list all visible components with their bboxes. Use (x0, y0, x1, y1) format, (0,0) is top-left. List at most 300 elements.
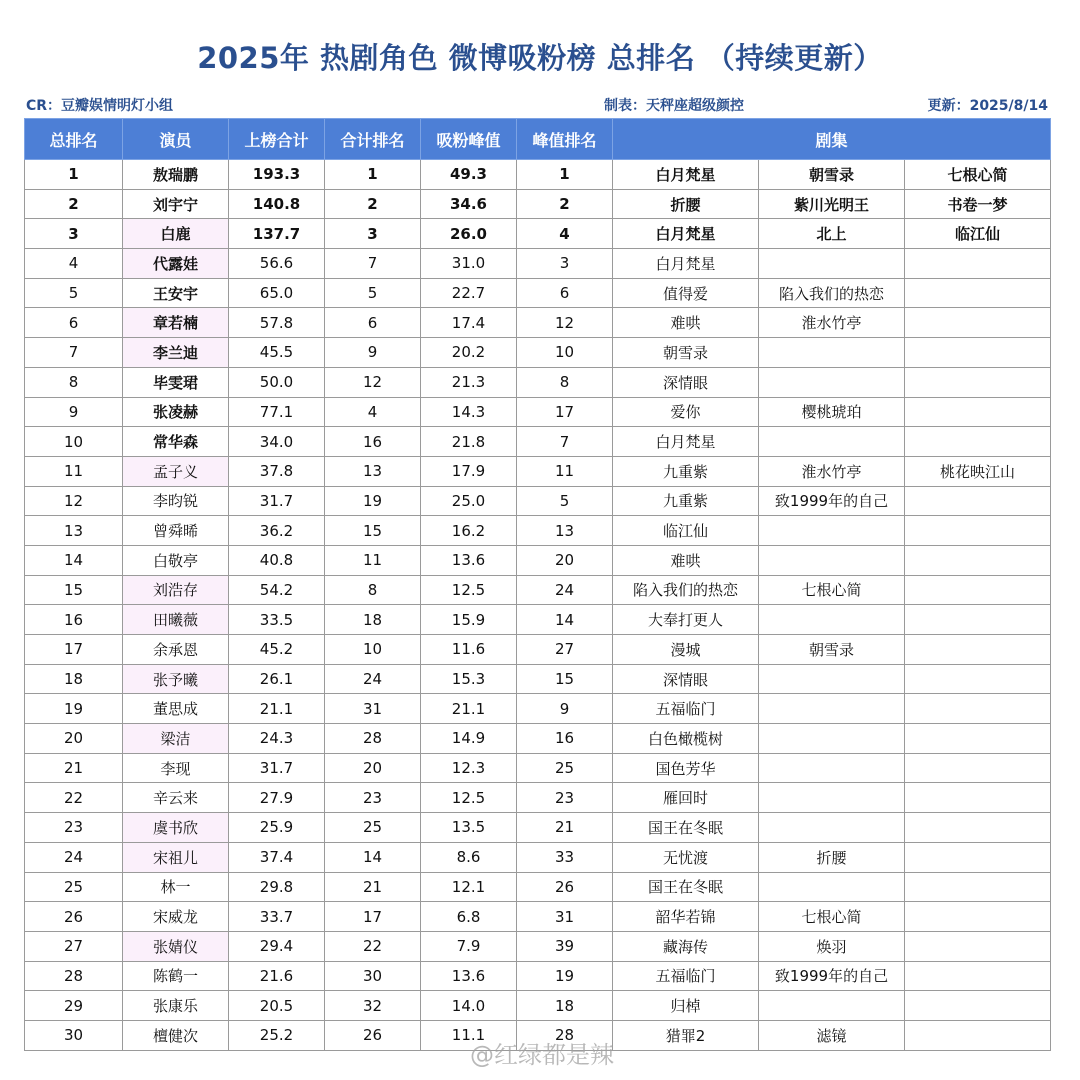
cell-peak: 17.9 (421, 456, 517, 486)
table-row (25, 486, 1051, 516)
cell-drama-3 (905, 753, 1051, 783)
cell-drama-1: 难哄 (613, 308, 759, 338)
cell-peak: 14.9 (421, 724, 517, 754)
cell-total: 45.5 (229, 338, 325, 368)
table-row (25, 338, 1051, 368)
cell-actor: 张康乐 (123, 991, 229, 1021)
table-row (25, 189, 1051, 219)
watermark: @红绿都是辣 (470, 1041, 614, 1069)
cell-total-rank: 13 (325, 456, 421, 486)
cell-peak: 8.6 (421, 842, 517, 872)
cell-actor: 王安宇 (123, 278, 229, 308)
cell-total-rank: 9 (325, 338, 421, 368)
cell-drama-2: 七根心简 (759, 902, 905, 932)
cell-total-rank: 7 (325, 249, 421, 279)
cell-actor: 李现 (123, 753, 229, 783)
cell-rank: 2 (25, 189, 123, 219)
cell-drama-1: 折腰 (613, 189, 759, 219)
cell-actor: 敖瑞鹏 (123, 160, 229, 190)
cell-total: 36.2 (229, 516, 325, 546)
cell-total-rank: 30 (325, 961, 421, 991)
table-row (25, 278, 1051, 308)
cell-peak-rank: 16 (517, 724, 613, 754)
cell-peak: 12.5 (421, 783, 517, 813)
cell-total: 77.1 (229, 397, 325, 427)
cell-drama-3 (905, 278, 1051, 308)
cell-peak: 11.6 (421, 635, 517, 665)
cell-peak: 13.6 (421, 545, 517, 575)
cell-peak-rank: 24 (517, 575, 613, 605)
cell-peak-rank: 27 (517, 635, 613, 665)
cell-peak-rank: 5 (517, 486, 613, 516)
table-row (25, 456, 1051, 486)
table-row (25, 842, 1051, 872)
cell-drama-1: 归棹 (613, 991, 759, 1021)
cell-drama-2 (759, 516, 905, 546)
cell-actor: 代露娃 (123, 249, 229, 279)
cell-peak-rank: 3 (517, 249, 613, 279)
cell-rank: 27 (25, 931, 123, 961)
cell-rank: 20 (25, 724, 123, 754)
cell-drama-3 (905, 724, 1051, 754)
cell-drama-1: 漫城 (613, 635, 759, 665)
cell-total: 21.6 (229, 961, 325, 991)
table-row (25, 813, 1051, 843)
cell-total-rank: 8 (325, 575, 421, 605)
cell-drama-1: 白月梵星 (613, 160, 759, 190)
cell-total: 40.8 (229, 545, 325, 575)
cell-total: 24.3 (229, 724, 325, 754)
cell-rank: 5 (25, 278, 123, 308)
cell-drama-2: 滤镜 (759, 1020, 905, 1050)
cell-peak: 26.0 (421, 219, 517, 249)
cell-total-rank: 11 (325, 545, 421, 575)
cell-total-rank: 31 (325, 694, 421, 724)
table-row (25, 724, 1051, 754)
cell-peak: 6.8 (421, 902, 517, 932)
cell-drama-3: 七根心简 (905, 160, 1051, 190)
cell-peak: 13.5 (421, 813, 517, 843)
cell-actor: 林一 (123, 872, 229, 902)
cell-peak: 7.9 (421, 931, 517, 961)
cell-drama-1: 大奉打更人 (613, 605, 759, 635)
cell-total: 27.9 (229, 783, 325, 813)
cell-drama-3: 临江仙 (905, 219, 1051, 249)
cell-drama-3 (905, 397, 1051, 427)
page-title: 2025年 热剧角色 微博吸粉榜 总排名 （持续更新） (197, 41, 883, 75)
cell-total-rank: 22 (325, 931, 421, 961)
cell-drama-2: 焕羽 (759, 931, 905, 961)
cell-actor: 白敬亭 (123, 545, 229, 575)
cell-peak-rank: 17 (517, 397, 613, 427)
cell-peak-rank: 18 (517, 991, 613, 1021)
header-total: 上榜合计 (229, 119, 325, 160)
cell-actor: 章若楠 (123, 308, 229, 338)
cell-peak-rank: 4 (517, 219, 613, 249)
cell-drama-1: 白月梵星 (613, 219, 759, 249)
cell-total-rank: 32 (325, 991, 421, 1021)
cell-rank: 8 (25, 367, 123, 397)
cell-rank: 11 (25, 456, 123, 486)
cell-peak: 11.1 (421, 1020, 517, 1050)
cell-total-rank: 23 (325, 783, 421, 813)
cell-drama-1: 深情眼 (613, 367, 759, 397)
cell-total-rank: 16 (325, 427, 421, 457)
cell-drama-2 (759, 367, 905, 397)
cell-total-rank: 6 (325, 308, 421, 338)
header-actor: 演员 (123, 119, 229, 160)
table-row (25, 1020, 1051, 1050)
cell-total-rank: 21 (325, 872, 421, 902)
cell-total: 31.7 (229, 753, 325, 783)
cell-peak: 15.3 (421, 664, 517, 694)
cell-drama-3 (905, 427, 1051, 457)
cell-rank: 1 (25, 160, 123, 190)
table-row (25, 753, 1051, 783)
cell-drama-3 (905, 991, 1051, 1021)
cell-total: 57.8 (229, 308, 325, 338)
cell-peak-rank: 19 (517, 961, 613, 991)
cell-actor: 李兰迪 (123, 338, 229, 368)
cell-drama-1: 韶华若锦 (613, 902, 759, 932)
cell-drama-2 (759, 249, 905, 279)
cell-peak: 14.0 (421, 991, 517, 1021)
cell-peak: 13.6 (421, 961, 517, 991)
cell-rank: 15 (25, 575, 123, 605)
cell-peak-rank: 14 (517, 605, 613, 635)
cell-rank: 12 (25, 486, 123, 516)
table-row (25, 783, 1051, 813)
cell-drama-1: 五福临门 (613, 694, 759, 724)
cell-actor: 刘浩存 (123, 575, 229, 605)
cell-total-rank: 18 (325, 605, 421, 635)
cell-drama-1: 白色橄榄树 (613, 724, 759, 754)
cell-drama-3 (905, 338, 1051, 368)
cell-rank: 24 (25, 842, 123, 872)
header-dramas: 剧集 (613, 119, 1051, 160)
cell-rank: 25 (25, 872, 123, 902)
cell-total-rank: 5 (325, 278, 421, 308)
cell-total: 193.3 (229, 160, 325, 190)
cell-actor: 陈鹤一 (123, 961, 229, 991)
cell-drama-2 (759, 813, 905, 843)
cell-drama-2: 朝雪录 (759, 635, 905, 665)
cell-peak-rank: 11 (517, 456, 613, 486)
cell-peak: 25.0 (421, 486, 517, 516)
cell-peak-rank: 9 (517, 694, 613, 724)
table-row (25, 635, 1051, 665)
table-row (25, 605, 1051, 635)
cell-drama-1: 深情眼 (613, 664, 759, 694)
cell-drama-3 (905, 961, 1051, 991)
cell-peak: 21.8 (421, 427, 517, 457)
cell-total: 33.7 (229, 902, 325, 932)
cell-total-rank: 26 (325, 1020, 421, 1050)
cell-peak: 31.0 (421, 249, 517, 279)
cell-rank: 23 (25, 813, 123, 843)
cell-rank: 4 (25, 249, 123, 279)
cell-actor: 张凌赫 (123, 397, 229, 427)
cell-peak-rank: 23 (517, 783, 613, 813)
cell-total: 65.0 (229, 278, 325, 308)
cell-peak: 17.4 (421, 308, 517, 338)
cell-drama-1: 朝雪录 (613, 338, 759, 368)
cell-rank: 10 (25, 427, 123, 457)
cell-rank: 28 (25, 961, 123, 991)
cell-drama-3: 书卷一梦 (905, 189, 1051, 219)
cell-peak-rank: 13 (517, 516, 613, 546)
cell-rank: 6 (25, 308, 123, 338)
cell-actor: 毕雯珺 (123, 367, 229, 397)
cell-actor: 孟子义 (123, 456, 229, 486)
cell-total-rank: 15 (325, 516, 421, 546)
table-row (25, 367, 1051, 397)
cell-peak-rank: 21 (517, 813, 613, 843)
cell-drama-2 (759, 991, 905, 1021)
table-row (25, 664, 1051, 694)
cell-rank: 7 (25, 338, 123, 368)
header-peak-rank: 峰值排名 (517, 119, 613, 160)
table-row (25, 931, 1051, 961)
cell-peak: 49.3 (421, 160, 517, 190)
cell-total: 26.1 (229, 664, 325, 694)
cell-rank: 9 (25, 397, 123, 427)
table-row (25, 575, 1051, 605)
cell-drama-1: 白月梵星 (613, 249, 759, 279)
cell-total-rank: 2 (325, 189, 421, 219)
credit-label: CR：豆瓣娱情明灯小组 (26, 98, 174, 114)
cell-drama-3 (905, 813, 1051, 843)
cell-actor: 李昀锐 (123, 486, 229, 516)
cell-total-rank: 3 (325, 219, 421, 249)
cell-drama-3 (905, 694, 1051, 724)
cell-actor: 张婧仪 (123, 931, 229, 961)
cell-peak: 12.1 (421, 872, 517, 902)
cell-drama-3 (905, 872, 1051, 902)
cell-drama-2 (759, 545, 905, 575)
cell-drama-2 (759, 783, 905, 813)
cell-total: 140.8 (229, 189, 325, 219)
cell-total: 20.5 (229, 991, 325, 1021)
cell-total-rank: 12 (325, 367, 421, 397)
cell-drama-2: 折腰 (759, 842, 905, 872)
cell-peak-rank: 8 (517, 367, 613, 397)
cell-drama-1: 五福临门 (613, 961, 759, 991)
cell-drama-2: 致1999年的自己 (759, 486, 905, 516)
cell-total-rank: 19 (325, 486, 421, 516)
cell-peak: 16.2 (421, 516, 517, 546)
cell-peak: 34.6 (421, 189, 517, 219)
header-peak: 吸粉峰值 (421, 119, 517, 160)
cell-total: 37.4 (229, 842, 325, 872)
cell-total-rank: 20 (325, 753, 421, 783)
cell-drama-2: 樱桃琥珀 (759, 397, 905, 427)
cell-drama-3 (905, 367, 1051, 397)
cell-peak: 21.3 (421, 367, 517, 397)
cell-drama-3 (905, 486, 1051, 516)
cell-actor: 虞书欣 (123, 813, 229, 843)
cell-drama-2 (759, 724, 905, 754)
header-rank: 总排名 (25, 119, 123, 160)
cell-peak-rank: 31 (517, 902, 613, 932)
cell-drama-3 (905, 931, 1051, 961)
cell-total-rank: 25 (325, 813, 421, 843)
cell-total: 25.9 (229, 813, 325, 843)
cell-drama-1: 藏海传 (613, 931, 759, 961)
table-row (25, 694, 1051, 724)
cell-actor: 白鹿 (123, 219, 229, 249)
table-row (25, 308, 1051, 338)
cell-total: 29.8 (229, 872, 325, 902)
cell-rank: 22 (25, 783, 123, 813)
cell-actor: 檀健次 (123, 1020, 229, 1050)
cell-actor: 田曦薇 (123, 605, 229, 635)
cell-total: 37.8 (229, 456, 325, 486)
cell-rank: 18 (25, 664, 123, 694)
cell-peak-rank: 12 (517, 308, 613, 338)
cell-drama-1: 九重紫 (613, 486, 759, 516)
cell-rank: 14 (25, 545, 123, 575)
cell-drama-3 (905, 249, 1051, 279)
cell-peak: 12.5 (421, 575, 517, 605)
cell-actor: 余承恩 (123, 635, 229, 665)
cell-drama-2: 紫川光明王 (759, 189, 905, 219)
table-row (25, 902, 1051, 932)
cell-drama-3 (905, 783, 1051, 813)
cell-total: 137.7 (229, 219, 325, 249)
cell-drama-2: 七根心简 (759, 575, 905, 605)
cell-drama-1: 国王在冬眠 (613, 813, 759, 843)
cell-rank: 19 (25, 694, 123, 724)
cell-drama-3 (905, 664, 1051, 694)
cell-rank: 30 (25, 1020, 123, 1050)
cell-peak: 12.3 (421, 753, 517, 783)
cell-drama-2 (759, 605, 905, 635)
table-row (25, 160, 1051, 190)
table-row (25, 219, 1051, 249)
table-row (25, 397, 1051, 427)
cell-actor: 梁洁 (123, 724, 229, 754)
cell-drama-2 (759, 338, 905, 368)
cell-peak: 20.2 (421, 338, 517, 368)
cell-drama-3 (905, 308, 1051, 338)
cell-actor: 刘宇宁 (123, 189, 229, 219)
cell-rank: 3 (25, 219, 123, 249)
cell-total: 34.0 (229, 427, 325, 457)
cell-peak-rank: 25 (517, 753, 613, 783)
cell-drama-1: 无忧渡 (613, 842, 759, 872)
cell-rank: 13 (25, 516, 123, 546)
cell-total: 31.7 (229, 486, 325, 516)
cell-peak: 15.9 (421, 605, 517, 635)
cell-drama-2 (759, 872, 905, 902)
cell-drama-1: 国王在冬眠 (613, 872, 759, 902)
cell-peak-rank: 6 (517, 278, 613, 308)
cell-peak-rank: 20 (517, 545, 613, 575)
cell-total-rank: 28 (325, 724, 421, 754)
cell-rank: 21 (25, 753, 123, 783)
cell-drama-1: 国色芳华 (613, 753, 759, 783)
cell-drama-1: 陷入我们的热恋 (613, 575, 759, 605)
table-row (25, 872, 1051, 902)
cell-drama-2: 淮水竹亭 (759, 456, 905, 486)
cell-actor: 宋祖儿 (123, 842, 229, 872)
cell-peak-rank: 33 (517, 842, 613, 872)
header-total-rank: 合计排名 (325, 119, 421, 160)
cell-drama-3 (905, 1020, 1051, 1050)
cell-drama-1: 难哄 (613, 545, 759, 575)
cell-total: 50.0 (229, 367, 325, 397)
cell-drama-2 (759, 753, 905, 783)
cell-rank: 16 (25, 605, 123, 635)
cell-drama-3 (905, 635, 1051, 665)
cell-peak: 22.7 (421, 278, 517, 308)
table-row (25, 249, 1051, 279)
cell-peak-rank: 1 (517, 160, 613, 190)
updated-label: 更新：2025/8/14 (927, 98, 1048, 114)
cell-peak-rank: 2 (517, 189, 613, 219)
cell-total-rank: 17 (325, 902, 421, 932)
cell-total: 25.2 (229, 1020, 325, 1050)
cell-drama-1: 值得爱 (613, 278, 759, 308)
table-row (25, 427, 1051, 457)
cell-drama-3 (905, 842, 1051, 872)
cell-drama-3 (905, 545, 1051, 575)
cell-total-rank: 24 (325, 664, 421, 694)
cell-total-rank: 14 (325, 842, 421, 872)
cell-drama-1: 爱你 (613, 397, 759, 427)
ranking-table (24, 118, 1051, 1051)
cell-drama-2: 朝雪录 (759, 160, 905, 190)
cell-drama-2: 陷入我们的热恋 (759, 278, 905, 308)
cell-drama-2: 北上 (759, 219, 905, 249)
cell-total: 54.2 (229, 575, 325, 605)
cell-total: 45.2 (229, 635, 325, 665)
cell-drama-1: 雁回时 (613, 783, 759, 813)
cell-peak: 14.3 (421, 397, 517, 427)
table-row (25, 545, 1051, 575)
cell-total: 56.6 (229, 249, 325, 279)
cell-drama-3 (905, 902, 1051, 932)
cell-drama-3 (905, 605, 1051, 635)
table-row (25, 516, 1051, 546)
cell-total: 29.4 (229, 931, 325, 961)
cell-drama-2 (759, 694, 905, 724)
cell-peak-rank: 7 (517, 427, 613, 457)
cell-drama-2 (759, 664, 905, 694)
cell-drama-1: 临江仙 (613, 516, 759, 546)
cell-actor: 张予曦 (123, 664, 229, 694)
cell-actor: 宋威龙 (123, 902, 229, 932)
cell-drama-1: 白月梵星 (613, 427, 759, 457)
cell-drama-2 (759, 427, 905, 457)
cell-rank: 26 (25, 902, 123, 932)
table-row (25, 991, 1051, 1021)
cell-peak-rank: 28 (517, 1020, 613, 1050)
table-row (25, 961, 1051, 991)
cell-drama-2: 淮水竹亭 (759, 308, 905, 338)
cell-total: 21.1 (229, 694, 325, 724)
cell-peak-rank: 26 (517, 872, 613, 902)
cell-rank: 29 (25, 991, 123, 1021)
cell-drama-1: 猎罪2 (613, 1020, 759, 1050)
cell-drama-3 (905, 516, 1051, 546)
cell-drama-1: 九重紫 (613, 456, 759, 486)
cell-actor: 曾舜晞 (123, 516, 229, 546)
cell-peak: 21.1 (421, 694, 517, 724)
cell-peak-rank: 15 (517, 664, 613, 694)
cell-total-rank: 10 (325, 635, 421, 665)
